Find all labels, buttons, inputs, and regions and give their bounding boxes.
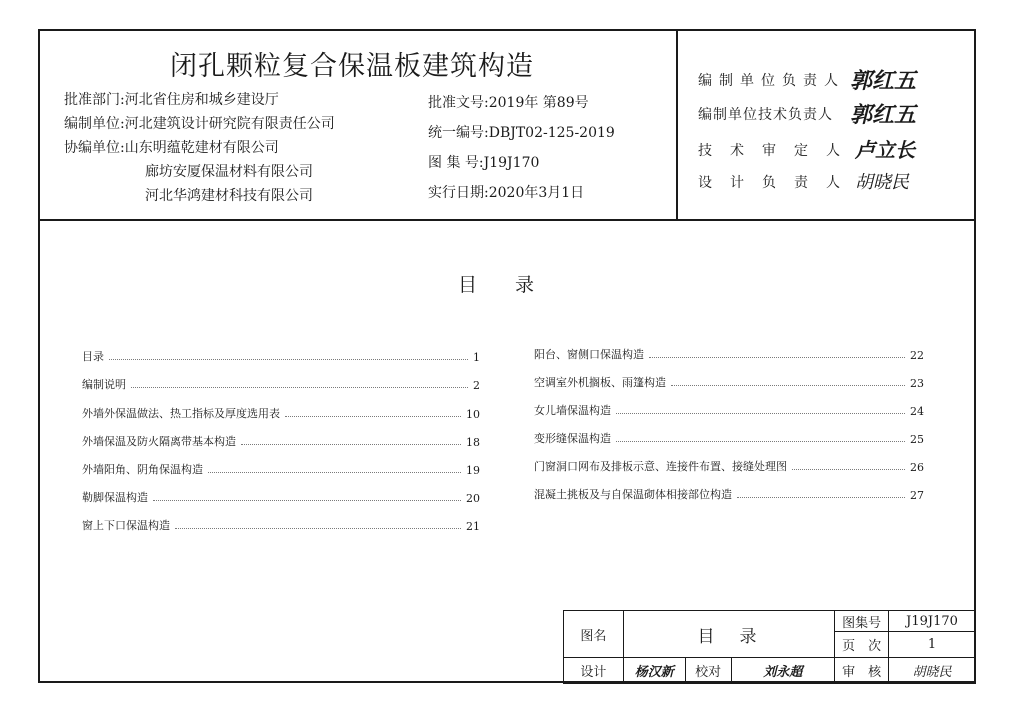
responsible-role-4: 设计负责人 <box>698 175 858 191</box>
leader-dots <box>616 441 905 442</box>
page-label: 页 次 <box>835 632 889 658</box>
leader-dots <box>737 497 905 498</box>
numbers-block <box>428 88 615 208</box>
toc-item-page: 25 <box>910 433 924 446</box>
approval-dept: 河北省住房和城乡建设厅 <box>124 92 279 108</box>
check-label: 校对 <box>685 658 731 684</box>
leader-dots <box>175 528 461 529</box>
responsible-role-1: 编制单位负责人 <box>698 73 845 89</box>
atlas-no-label: 图 集 号: <box>428 155 484 171</box>
co-compile-unit-2: 廊坊安厦保温材料有限公司 <box>145 164 313 180</box>
responsible-role-3: 技术审定人 <box>698 143 858 159</box>
approval-dept-label: 批准部门: <box>64 92 125 108</box>
toc-item-page: 2 <box>473 379 480 392</box>
co-compile-unit-3: 河北华鸿建材科技有限公司 <box>145 188 313 204</box>
co-compile-label: 协编单位: <box>64 140 125 156</box>
review-label: 审 核 <box>835 658 889 684</box>
toc-item[interactable] <box>82 433 480 449</box>
atlas-no: J19J170 <box>483 155 540 171</box>
toc-item[interactable] <box>534 430 924 446</box>
toc-item-label: 编制说明 <box>82 378 126 391</box>
unified-no-label: 统一编号: <box>428 125 489 141</box>
toc-item-label: 窗上下口保温构造 <box>82 519 170 532</box>
toc-item-page: 19 <box>466 464 480 477</box>
toc-item[interactable] <box>82 376 480 392</box>
header-divider <box>676 29 678 221</box>
toc-item-label: 外墙外保温做法、热工指标及厚度选用表 <box>82 407 280 420</box>
review-signature: 胡晓民 <box>889 658 976 684</box>
co-compile-unit-1: 山东明蕴乾建材有限公司 <box>124 140 279 156</box>
signature-1: 郭红五 <box>850 68 917 94</box>
issuer-block <box>64 88 335 208</box>
atlas-no-cell-label: 图集号 <box>835 611 889 632</box>
toc-item-page: 1 <box>473 351 480 364</box>
leader-dots <box>153 500 461 501</box>
toc-item-page: 23 <box>910 377 924 390</box>
leader-dots <box>131 387 468 388</box>
leader-dots <box>241 444 461 445</box>
leader-dots <box>208 472 461 473</box>
toc-item-page: 18 <box>466 436 480 449</box>
toc-item-label: 目录 <box>82 350 104 363</box>
toc-item[interactable] <box>82 348 480 364</box>
toc-item-page: 10 <box>466 408 480 421</box>
toc-item[interactable] <box>534 486 924 502</box>
toc-item[interactable] <box>82 489 480 505</box>
toc-item-label: 勒脚保温构造 <box>82 491 148 504</box>
toc-item-label: 变形缝保温构造 <box>534 432 611 445</box>
effective-date-label: 实行日期: <box>428 185 489 201</box>
atlas-no-cell: J19J170 <box>889 611 976 632</box>
toc-item[interactable] <box>534 346 924 362</box>
leader-dots <box>649 357 905 358</box>
toc-item-label: 混凝土挑板及与自保温砌体相接部位构造 <box>534 488 732 501</box>
toc-item-page: 22 <box>910 349 924 362</box>
signature-2: 郭红五 <box>850 102 917 128</box>
toc-item-page: 27 <box>910 489 924 502</box>
design-signature: 杨汉新 <box>623 658 685 684</box>
toc-item-page: 24 <box>910 405 924 418</box>
compile-unit: 河北建筑设计研究院有限责任公司 <box>124 116 335 132</box>
signature-4: 胡晓民 <box>855 172 909 193</box>
document-title: 闭孔颗粒复合保温板建筑构造 <box>170 51 534 82</box>
toc-item-label: 空调室外机搁板、雨篷构造 <box>534 376 666 389</box>
toc-item[interactable] <box>534 458 924 474</box>
leader-dots <box>109 359 468 360</box>
toc-title: 目 录 <box>458 274 535 296</box>
effective-date: 2020年3月1日 <box>488 185 585 201</box>
toc-item-page: 20 <box>466 492 480 505</box>
toc-item[interactable] <box>534 374 924 390</box>
toc-item-page: 21 <box>466 520 480 533</box>
toc-item-page: 26 <box>910 461 924 474</box>
toc-item[interactable] <box>534 402 924 418</box>
toc-item[interactable] <box>82 405 480 421</box>
toc-item[interactable] <box>82 461 480 477</box>
drawing-name-label: 图名 <box>564 611 624 658</box>
design-label: 设计 <box>564 658 624 684</box>
toc-item-label: 女儿墙保温构造 <box>534 404 611 417</box>
leader-dots <box>616 413 905 414</box>
compile-unit-label: 编制单位: <box>64 116 125 132</box>
leader-dots <box>285 416 461 417</box>
approval-no: 2019年 第89号 <box>488 95 589 111</box>
title-block <box>563 610 976 684</box>
check-signature: 刘永超 <box>731 658 835 684</box>
leader-dots <box>792 469 905 470</box>
leader-dots <box>671 385 905 386</box>
toc-item-label: 阳台、窗侧口保温构造 <box>534 348 644 361</box>
toc-item-label: 门窗洞口网布及排板示意、连接件布置、接缝处理图 <box>534 460 787 473</box>
unified-no: DBJT02-125-2019 <box>488 125 615 141</box>
responsible-role-2: 编制单位技术负责人 <box>698 107 833 123</box>
signature-3: 卢立长 <box>855 138 915 162</box>
page-number: 1 <box>889 632 976 658</box>
toc-item-label: 外墙阳角、阴角保温构造 <box>82 463 203 476</box>
toc-item[interactable] <box>82 517 480 533</box>
approval-no-label: 批准文号: <box>428 95 489 111</box>
drawing-name: 目 录 <box>623 611 834 658</box>
toc-item-label: 外墙保温及防火隔离带基本构造 <box>82 435 236 448</box>
